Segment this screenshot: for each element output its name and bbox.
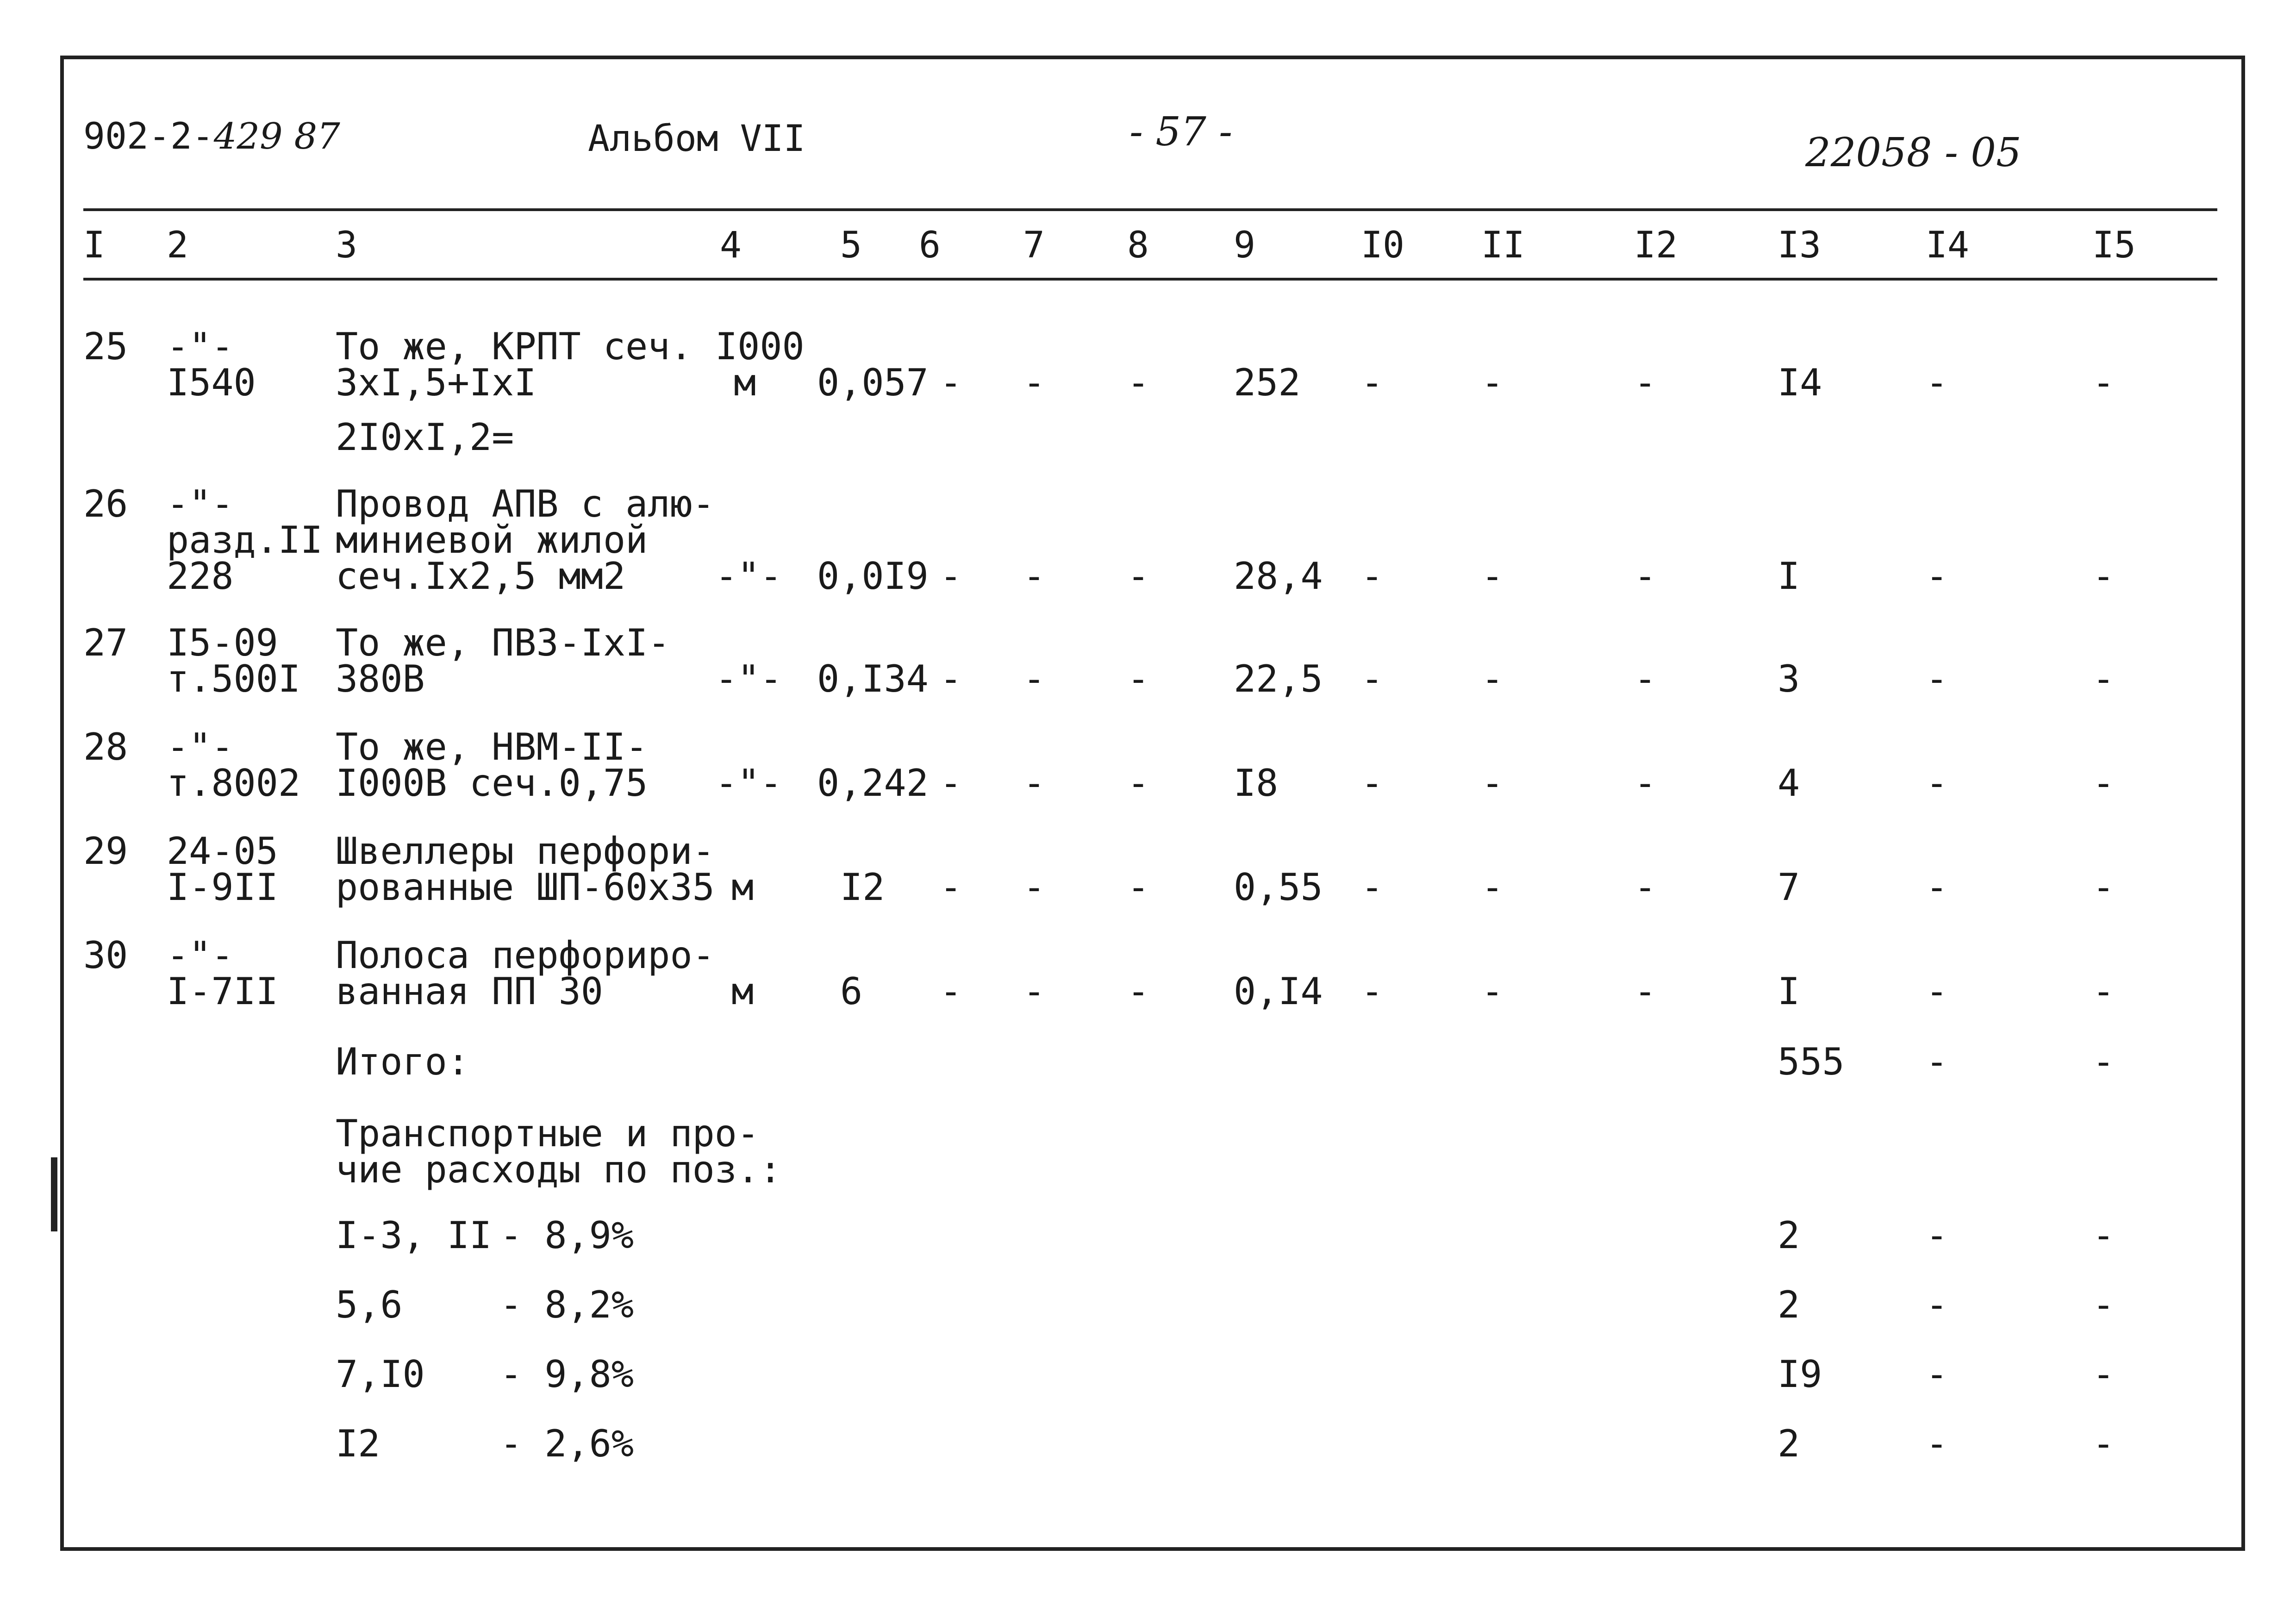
value-cell: 0,I4 [1234,970,1323,1013]
value-cell: - [1361,361,1384,404]
value-cell: - [2092,1353,2115,1396]
unit-cell: -"- [715,657,782,700]
value-cell: - [1634,866,1657,909]
transport-label: Транспортные и про- чие расходы по поз.: [336,1112,782,1191]
value-cell: - [1926,1353,1948,1396]
header-rule-bottom [83,278,2217,281]
value-cell: - [1481,361,1504,404]
unit-cell: I000 м [715,325,805,404]
column-header: 3 [336,225,357,266]
position-list: I-3, II [336,1214,492,1257]
scan-artifact [51,1157,57,1231]
value-cell: - [1361,762,1384,805]
value-cell: - [1634,657,1657,700]
value-cell: - [1634,762,1657,805]
value-cell: - [2092,1214,2115,1257]
name-cell: То же, КРПТ сеч. 3хI,5+IхI 2I0хI,2= [336,325,693,459]
value-cell: 2 [1778,1422,1800,1465]
column-header: 8 [1127,225,1149,266]
value-cell: - [1481,657,1504,700]
archive-stamp: 22058 - 05 [1805,130,2021,176]
reference-cell: -"- разд.II 228 [167,482,323,598]
row-number: 30 [83,934,128,977]
name-cell: То же, НВМ-II- I000В сеч.0,75 [336,725,648,805]
rate-value: - 2,6% [500,1422,634,1465]
value-cell: I9 [1778,1353,1822,1396]
value-cell: - [1634,361,1657,404]
total-label: Итого: [336,1040,469,1083]
value-cell: - [1481,555,1504,598]
document-code-printed: 902-2- [83,116,214,157]
value-cell: - [1127,762,1150,805]
value-cell: - [1023,555,1046,598]
reference-cell: -"- I-7II [167,934,278,1013]
position-list: I2 [336,1422,381,1465]
value-cell: - [1926,555,1948,598]
value-cell: - [940,555,962,598]
reference-cell: -"- т.8002 [167,725,300,805]
name-cell: Швеллеры перфори- рованные ШП-60х35 [336,830,715,909]
column-header: 6 [919,225,941,266]
position-list: 7,I0 [336,1353,425,1396]
column-header: 5 [840,225,862,266]
value-cell: - [1361,866,1384,909]
name-cell: Полоса перфориро- ванная ПП 30 [336,934,715,1013]
reference-cell: 24-05 I-9II [167,830,278,909]
value-cell: - [940,361,962,404]
value-cell: - [1481,762,1504,805]
value-cell: - [1926,657,1948,700]
value-cell: 252 [1234,361,1301,404]
unit-cell: м [731,970,754,1013]
value-cell: - [2092,970,2115,1013]
value-cell: - [1481,866,1504,909]
column-header: I3 [1778,225,1821,266]
reference-cell: -"- I540 [167,325,256,404]
column-header: I4 [1926,225,1969,266]
header-rule-top [83,208,2217,211]
row-number: 26 [83,482,128,525]
row-number: 25 [83,325,128,368]
column-header: I5 [2092,225,2136,266]
value-cell: 28,4 [1234,555,1323,598]
value-cell: - [1023,657,1046,700]
value-cell: - [1634,970,1657,1013]
value-cell: - [940,762,962,805]
quantity-cell: 0,I34 [817,657,929,700]
name-cell: Провод АПВ с алю- миниевой жилой сеч.Iх2,5 мм2 [336,482,715,598]
quantity-cell: I2 [840,866,885,909]
document-code-handwritten: 429 87 [213,116,340,157]
column-header: 9 [1234,225,1255,266]
column-header: II [1481,225,1525,266]
quantity-cell: 6 [840,970,863,1013]
quantity-cell: 0,242 [817,762,929,805]
value-cell: - [1023,762,1046,805]
value-cell: - [1926,361,1948,404]
album-label: Альбом VII [588,118,805,160]
unit-cell: -"- [715,555,782,598]
column-header: 2 [167,225,188,266]
row-number: 29 [83,830,128,873]
value-cell: 7 [1778,866,1800,909]
value-cell: I4 [1778,361,1822,404]
value-cell: - [940,657,962,700]
value-cell: - [2092,762,2115,805]
column-header: I0 [1361,225,1404,266]
document-code [83,116,340,157]
row-number: 27 [83,621,128,664]
value-cell: I [1778,970,1800,1013]
rate-value: - 8,2% [500,1283,634,1326]
value-cell: - [2092,1283,2115,1326]
page-number: - 57 - [1129,109,1233,155]
value-cell: - [2092,555,2115,598]
value-cell: 2 [1778,1214,1800,1257]
column-header: I [83,225,105,266]
value-cell: - [1926,1214,1948,1257]
value-cell: - [940,970,962,1013]
value-cell: - [1127,866,1150,909]
value-cell: - [1481,970,1504,1013]
value-cell: - [1926,1283,1948,1326]
value-cell: I8 [1234,762,1279,805]
value-cell: - [2092,361,2115,404]
rate-value: - 8,9% [500,1214,634,1257]
position-list: 5,6 [336,1283,403,1326]
value-cell: - [1127,970,1150,1013]
value-cell: 2 [1778,1283,1800,1326]
value-cell: - [1127,555,1150,598]
value-cell: - [1127,657,1150,700]
quantity-cell: 0,057 [817,361,929,404]
value-cell: I [1778,555,1800,598]
quantity-cell: 0,0I9 [817,555,929,598]
row-number: 28 [83,725,128,768]
value-cell: - [1361,555,1384,598]
name-cell: То же, ПВЗ-IхI- 380В [336,621,670,700]
value-cell: - [1926,866,1948,909]
value-cell: - [2092,866,2115,909]
unit-cell: м [731,866,754,909]
value-cell: - [1361,970,1384,1013]
value-cell: - [940,866,962,909]
value-cell: - [1926,1040,1948,1083]
value-cell: 3 [1778,657,1800,700]
value-cell: - [1023,361,1046,404]
column-header: 4 [720,225,742,266]
value-cell: - [1127,361,1150,404]
value-cell: 0,55 [1234,866,1323,909]
value-cell: - [1634,555,1657,598]
value-cell: - [1926,970,1948,1013]
reference-cell: I5-09 т.500I [167,621,300,700]
total-value: 555 [1778,1040,1845,1083]
value-cell: - [1361,657,1384,700]
value-cell: - [1023,866,1046,909]
value-cell: 4 [1778,762,1800,805]
unit-cell: -"- [715,762,782,805]
value-cell: - [2092,1422,2115,1465]
rate-value: - 9,8% [500,1353,634,1396]
value-cell: - [2092,1040,2115,1083]
value-cell: - [1926,1422,1948,1465]
value-cell: 22,5 [1234,657,1323,700]
column-header: I2 [1634,225,1678,266]
value-cell: - [1926,762,1948,805]
column-header: 7 [1023,225,1045,266]
value-cell: - [2092,657,2115,700]
value-cell: - [1023,970,1046,1013]
